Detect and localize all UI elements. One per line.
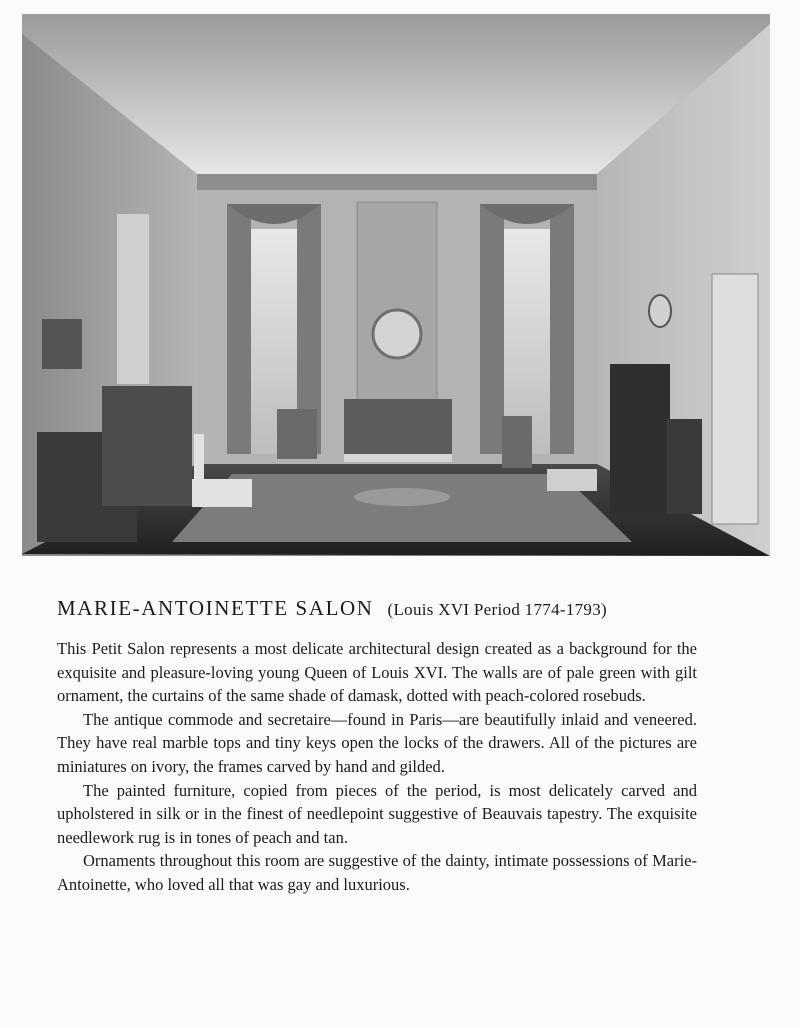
page-title: MARIE-ANTOINETTE SALON <box>57 596 374 620</box>
paragraph: Ornaments throughout this room are suggestive of the dainty, intimate possessions of Marie-Antoinette, who loved all that was gay and luxurious. <box>57 851 697 894</box>
paragraph: The painted furniture, copied from pieces of the period, is most delicately carved and upholstered in silk or in the finest of needlepoint suggestive of Beauvais tapestry. The exquisite needlework rug is in tones of peach and tan. <box>57 780 697 847</box>
salon-photograph <box>22 14 770 556</box>
caption <box>57 596 697 897</box>
paragraph: The antique commode and secretaire—found in Paris—are beautifully inlaid and veneered. They have real marble tops and tiny keys open the locks of the drawers. All of the pictures are miniatures on ivory, the frames carved by hand and gilded. <box>57 709 697 776</box>
paragraph: This Petit Salon represents a most delicate architectural design created as a background for the exquisite and pleasure-loving young Queen of Louis XVI. The walls are of pale green with gilt ornament, the curtains of the same shade of damask, dotted with peach-colored rosebuds. <box>57 639 697 706</box>
caption-heading <box>57 596 697 621</box>
period-subtitle: (Louis XVI Period 1774-1793) <box>387 600 607 619</box>
caption-body <box>57 637 697 897</box>
